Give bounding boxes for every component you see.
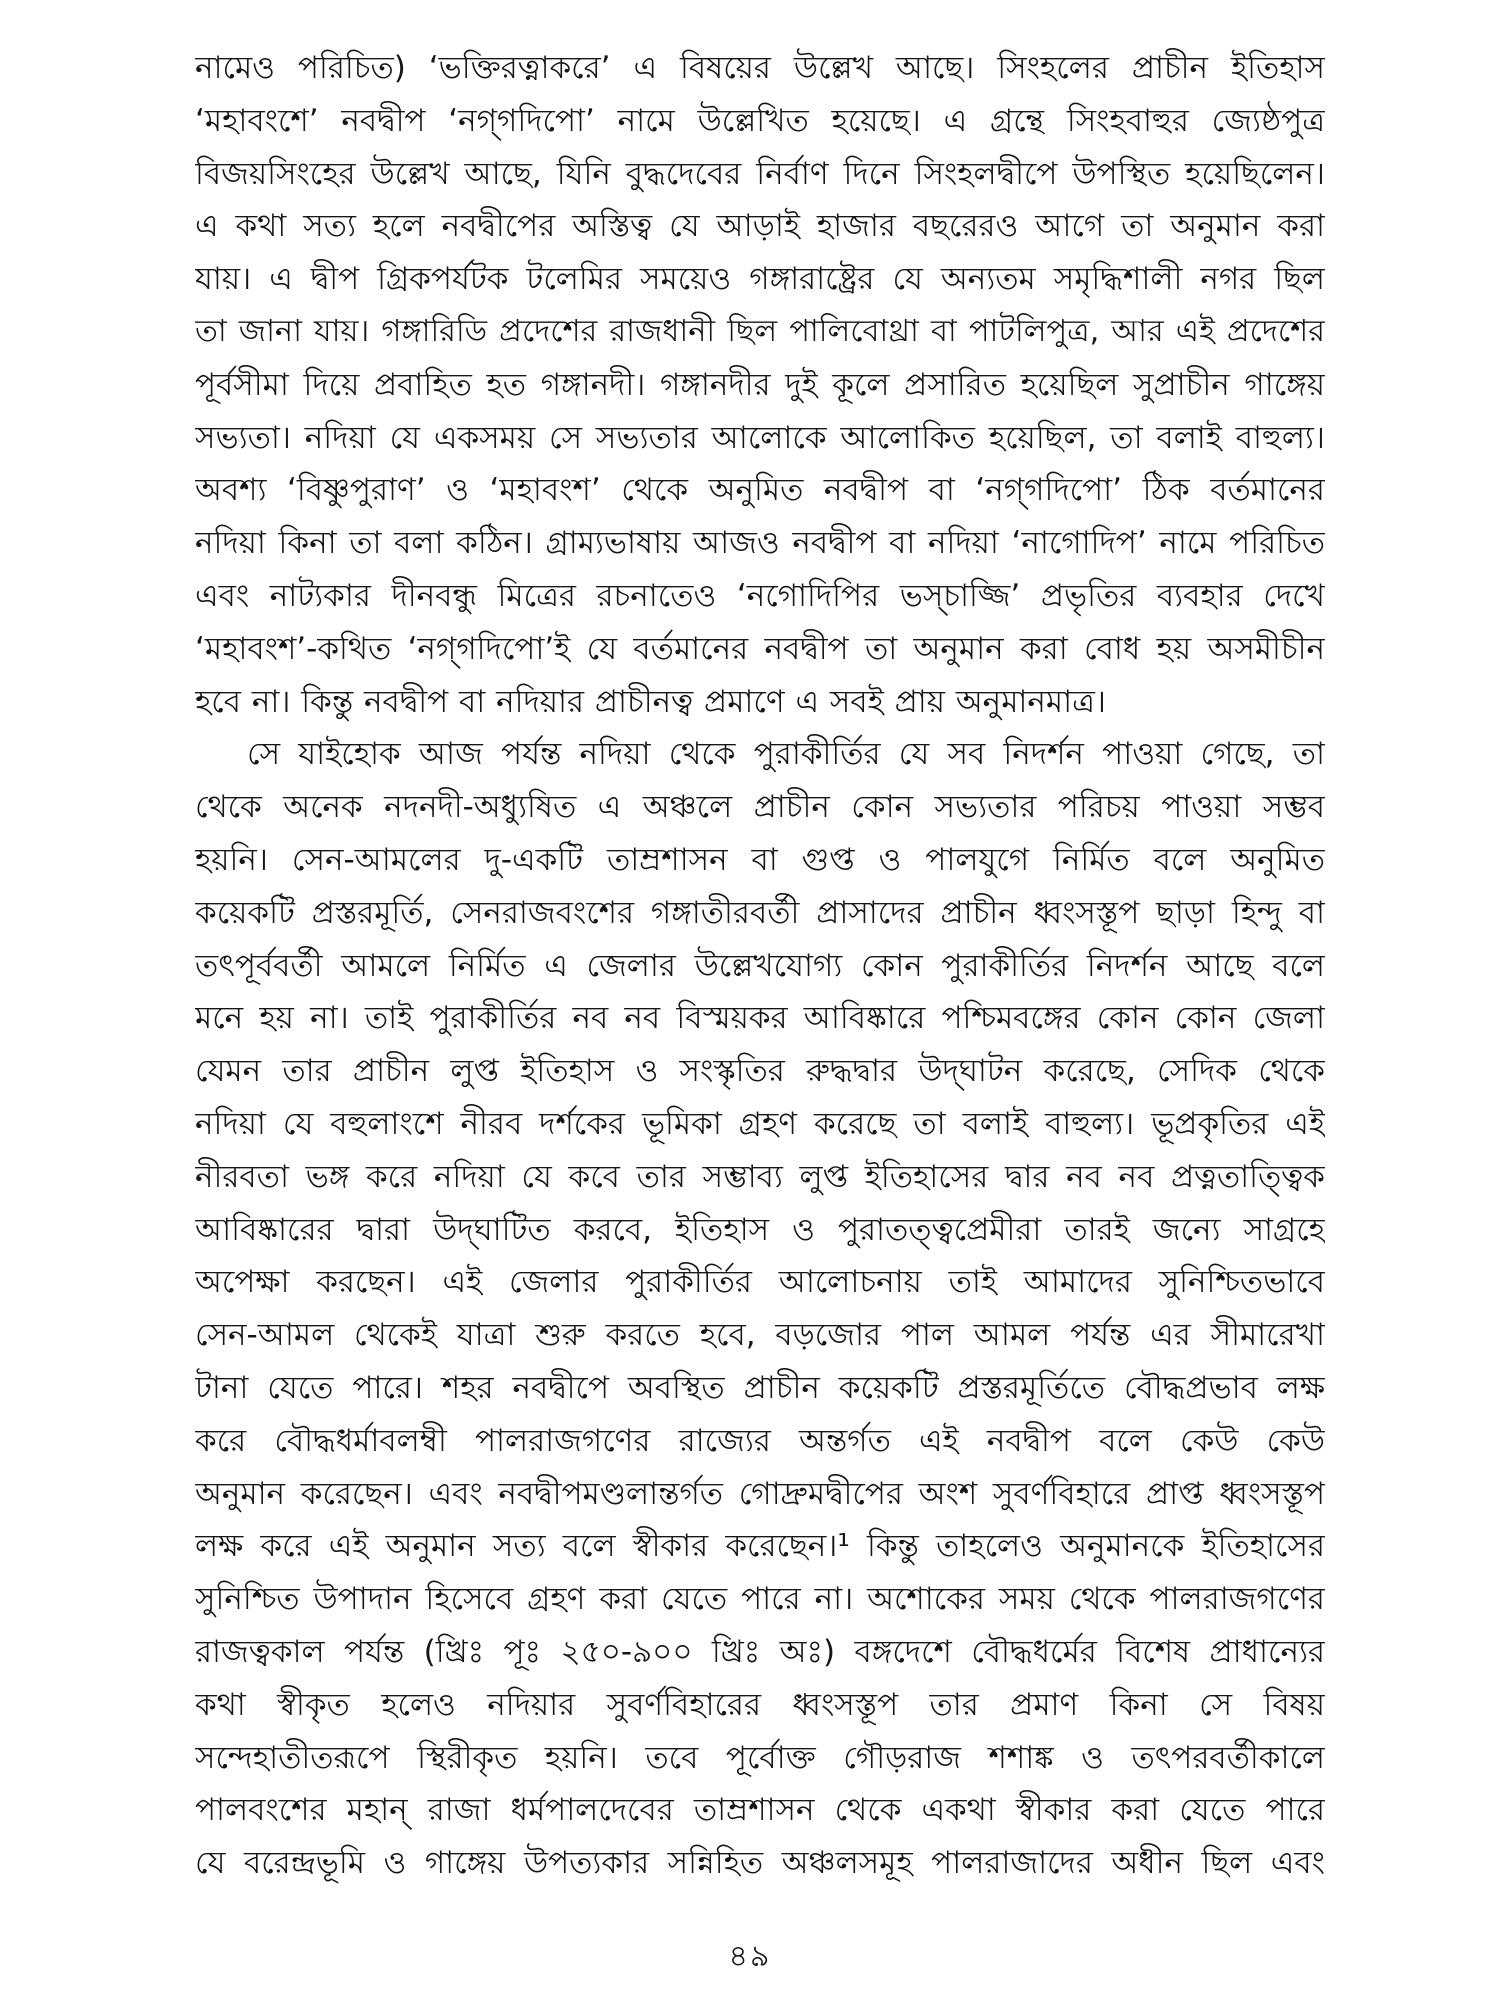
text-line: যেমন তার প্রাচীন লুপ্ত ইতিহাস ও সংস্কৃতির রুদ্ধদ্বার উদ্‌ঘাটন করেছে, সেদিক থেকে [195, 1053, 1325, 1090]
text-line: টানা যেতে পারে। শহর নবদ্বীপে অবস্থিত প্রাচীন কয়েকটি প্রস্তরমূর্তিতে বৌদ্ধপ্রভাব লক্ষ [195, 1369, 1325, 1406]
page-number: ৪৯ [728, 1939, 772, 1974]
text-line: কয়েকটি প্রস্তরমূর্তি, সেনরাজবংশের গঙ্গাতীরবর্তী প্রাসাদের প্রাচীন ধ্বংসস্তূপ ছাড়া হিন্দু বা [195, 894, 1325, 931]
text-line: বিজয়সিংহের উল্লেখ আছে, যিনি বুদ্ধদেবের নির্বাণ দিনে সিংহলদ্বীপে উপস্থিত হয়েছিলেন। [195, 155, 1325, 192]
text-line: এ কথা সত্য হলে নবদ্বীপের অস্তিত্ব যে আড়াই হাজার বছরেরও আগে তা অনুমান করা [195, 208, 1325, 245]
text-line: মনে হয় না। তাই পুরাকীর্তির নব নব বিস্ময়কর আবিষ্কারে পশ্চিমবঙ্গের কোন কোন জেলা [195, 1000, 1325, 1037]
text-line: অবশ্য ‘বিষ্ণুপুরাণ’ ও ‘মহাবংশ’ থেকে অনুমিত নবদ্বীপ বা ‘নগ্‌গদিপো’ ঠিক বর্তমানের [195, 472, 1325, 509]
text-line: সে যাইহোক আজ পর্যন্ত নদিয়া থেকে পুরাকীর্তির যে সব নিদর্শন পাওয়া গেছে, তা [247, 736, 1325, 773]
text-line: সেন-আমল থেকেই যাত্রা শুরু করতে হবে, বড়জোর পাল আমল পর্যন্ত এর সীমারেখা [195, 1317, 1325, 1354]
paragraph-2 [195, 728, 1325, 1890]
text-line: ‘মহাবংশ’-কথিত ‘নগ্‌গদিপো’ই যে বর্তমানের নবদ্বীপ তা অনুমান করা বোধ হয় অসমীচীন [195, 630, 1325, 667]
text-line: নামেও পরিচিত) ‘ভক্তিরত্নাকরে’ এ বিষয়ের উল্লেখ আছে। সিংহলের প্রাচীন ইতিহাস [195, 50, 1325, 86]
text-line: নদিয়া যে বহুলাংশে নীরব দর্শকের ভূমিকা গ্রহণ করেছে তা বলাই বাহুল্য। ভূপ্রকৃতির এই [195, 1105, 1325, 1142]
text-line: তা জানা যায়। গঙ্গারিডি প্রদেশের রাজধানী ছিল পালিবোথ্রা বা পাটলিপুত্র, আর এই প্রদেশের [195, 313, 1325, 349]
text-line: পূর্বসীমা দিয়ে প্রবাহিত হত গঙ্গানদী। গঙ্গানদীর দুই কূলে প্রসারিত হয়েছিল সুপ্রাচীন গাঙ্গেয় [195, 366, 1325, 403]
document-page [195, 42, 1325, 1942]
text-line: লক্ষ করে এই অনুমান সত্য বলে স্বীকার করেছেন।¹ কিন্তু তাহলেও অনুমানকে ইতিহাসের [195, 1528, 1325, 1565]
text-line: অপেক্ষা করছেন। এই জেলার পুরাকীর্তির আলোচনায় তাই আমাদের সুনিশ্চিতভাবে [195, 1264, 1325, 1301]
text-line: সন্দেহাতীতরূপে স্থিরীকৃত হয়নি। তবে পূর্বোক্ত গৌড়রাজ শশাঙ্ক ও তৎপরবর্তীকালে [195, 1739, 1325, 1776]
text-line: তৎপূর্ববর্তী আমলে নির্মিত এ জেলার উল্লেখযোগ্য কোন পুরাকীর্তির নিদর্শন আছে বলে [195, 947, 1325, 984]
text-line: পালবংশের মহান্ রাজা ধর্মপালদেবের তাম্রশাসন থেকে একথা স্বীকার করা যেতে পারে [195, 1792, 1325, 1829]
text-line: এবং নাট্যকার দীনবন্ধু মিত্রের রচনাতেও ‘নগোদিপির ভস্‌চাজ্জি’ প্রভৃতির ব্যবহার দেখে [195, 577, 1325, 614]
text-line: নদিয়া কিনা তা বলা কঠিন। গ্রাম্যভাষায় আজও নবদ্বীপ বা নদিয়া ‘নাগোদিপ’ নামে পরিচিত [195, 525, 1325, 562]
text-line: অনুমান করেছেন। এবং নবদ্বীপমণ্ডলান্তর্গত গোদ্রুমদ্বীপের অংশ সুবর্ণবিহারে প্রাপ্ত ধ্বংসস্তূপ [195, 1475, 1325, 1512]
text-line: করে বৌদ্ধধর্মাবলম্বী পালরাজগণের রাজ্যের অন্তর্গত এই নবদ্বীপ বলে কেউ কেউ [195, 1422, 1325, 1459]
text-line: ‘মহাবংশে’ নবদ্বীপ ‘নগ্‌গদিপো’ নামে উল্লেখিত হয়েছে। এ গ্রন্থে সিংহবাহুর জ্যেষ্ঠপুত্র [195, 102, 1325, 139]
paragraph-1 [195, 42, 1325, 728]
text-line: কথা স্বীকৃত হলেও নদিয়ার সুবর্ণবিহারের ধ্বংসস্তূপ তার প্রমাণ কিনা সে বিষয় [195, 1686, 1325, 1723]
text-line: সভ্যতা। নদিয়া যে একসময় সে সভ্যতার আলোকে আলোকিত হয়েছিল, তা বলাই বাহুল্য। [195, 419, 1325, 456]
text-line: আবিষ্কারের দ্বারা উদ্‌ঘাটিত করবে, ইতিহাস ও পুরাতত্ত্বপ্রেমীরা তারই জন্যে সাগ্রহে [195, 1211, 1325, 1248]
text-line: সুনিশ্চিত উপাদান হিসেবে গ্রহণ করা যেতে পারে না। অশোকের সময় থেকে পালরাজগণের [195, 1581, 1325, 1618]
text-line: যায়। এ দ্বীপ গ্রিকপর্যটক টলেমির সময়েও গঙ্গারাষ্ট্রের যে অন্যতম সমৃদ্ধিশালী নগর ছিল [195, 261, 1325, 298]
text-line: রাজত্বকাল পর্যন্ত (খ্রিঃ পূঃ ২৫০-৯০০ খ্রিঃ অঃ) বঙ্গদেশে বৌদ্ধধর্মের বিশেষ প্রাধান্যের [195, 1633, 1325, 1670]
text-line: হয়নি। সেন-আমলের দু-একটি তাম্রশাসন বা গুপ্ত ও পালযুগে নির্মিত বলে অনুমিত [195, 841, 1325, 878]
text-line: থেকে অনেক নদনদী-অধ্যুষিত এ অঞ্চলে প্রাচীন কোন সভ্যতার পরিচয় পাওয়া সম্ভব [195, 789, 1325, 826]
text-line: নীরবতা ভঙ্গ করে নদিয়া যে কবে তার সম্ভাব্য লুপ্ত ইতিহাসের দ্বার নব নব প্রত্নতাত্ত্বিক [195, 1158, 1325, 1195]
text-line: হবে না। কিন্তু নবদ্বীপ বা নদিয়ার প্রাচীনত্ব প্রমাণে এ সবই প্রায় অনুমানমাত্র। [195, 683, 1106, 720]
text-line: যে বরেন্দ্রভূমি ও গাঙ্গেয় উপত্যকার সন্নিহিত অঞ্চলসমূহ পালরাজাদের অধীন ছিল এবং [195, 1845, 1325, 1882]
